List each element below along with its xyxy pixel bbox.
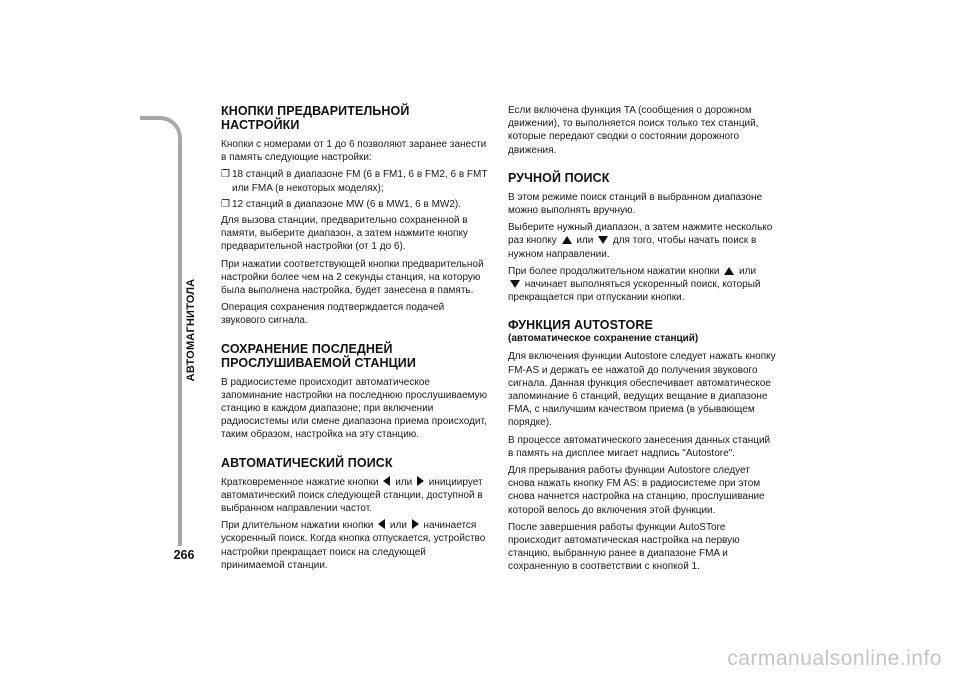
paragraph: Операция сохранения подтверждается подачей звукового сигнала. <box>221 302 445 327</box>
list-item-text: 12 станций в диапазоне MW (6 в MW1, 6 в MW2). <box>232 198 462 210</box>
margin-bar <box>140 116 182 546</box>
arrow-left-icon <box>383 476 390 486</box>
paragraph: При нажатии соответствующей кнопки предварительной настройки более чем на 2 секунды станция, на которую была выполнена настройка, будет занесена в память. <box>221 258 484 297</box>
paragraph: В процессе автоматического занесения данных станций в память на дисплее мигает надпись "Autostore". <box>508 434 771 459</box>
list-item <box>221 198 491 211</box>
arrow-up-icon <box>724 267 734 275</box>
arrow-right-icon <box>417 476 424 486</box>
heading-last-station: СОХРАНЕНИЕ ПОСЛЕДНЕЙ ПРОСЛУШИВАЕМОЙ СТАНЦИИ <box>221 341 416 370</box>
arrow-down-icon <box>598 236 608 244</box>
arrow-right-icon <box>412 519 419 529</box>
paragraph: При более продолжительном нажатии кнопки или начинает выполняться ускоренный поиск, который прекращается при отпускании кнопки. <box>508 265 761 304</box>
watermark: carmanualsonline.info <box>727 647 942 670</box>
paragraph: Для вызова станции, предварительно сохраненной в памяти, выберите диапазон, а затем нажмите кнопку предварительной настройки (от 1 до 6). <box>221 215 468 253</box>
heading-manual-search: РУЧНОЙ ПОИСК <box>508 170 610 185</box>
page-number: 266 <box>173 548 195 562</box>
checkbox-bullet-icon: ❐ <box>221 198 230 210</box>
paragraph: Для включения функции Autostore следует нажать кнопку FM-AS и держать ее нажатой до получения звукового сигнала. Данная функция обеспечивает автоматическое запоминание 6 станций, ведущих вещание в диапазоне FMA, с наилучшим качеством приема (в убывающем порядке). <box>508 351 776 429</box>
paragraph: Выберите нужный диапазон, а затем нажмите несколько раз кнопку или для того, чтобы начать поиск в нужном направлении. <box>508 222 773 260</box>
heading-autostore: ФУНКЦИЯ AUTOSTORE <box>508 318 653 333</box>
paragraph: Кнопки с номерами от 1 до 6 позволяют заранее занести в память следующие настройки: <box>221 139 487 164</box>
heading-preset-buttons: КНОПКИ ПРЕДВАРИТЕЛЬНОЙ НАСТРОЙКИ <box>221 104 410 132</box>
paragraph: Для прерывания работы функции Autostore следует снова нажать кнопку FM AS: в радиосистеме при этом снова начнется настройка на станцию, прослушивание которой велось до включения этой функции. <box>508 465 765 516</box>
arrow-down-icon <box>510 280 520 288</box>
paragraph: В этом режиме поиск станций в выбранном диапазоне можно выполнять вручную. <box>508 191 763 217</box>
section-side-label: АВТОМАГНИТОЛА <box>185 278 197 382</box>
paragraph: Кратковременное нажатие кнопки или инициирует автоматический поиск следующей станции, доступной в выбранном направлении частот. <box>221 476 483 515</box>
paragraph: При длительном нажатии кнопки или начинается ускоренный поиск. Когда кнопка отпускается, устройство настройки прекращает поиск на следующей принимаемой станции. <box>221 520 486 571</box>
checkbox-bullet-icon: ❐ <box>221 169 230 181</box>
right-column <box>508 104 778 578</box>
list-item <box>221 168 491 194</box>
paragraph: Если включена функция TA (сообщения о дорожном движении), то выполняется поиск только тех станций, которые передают сводки о состоянии дорожного движения. <box>508 105 759 156</box>
heading-auto-search: АВТОМАТИЧЕСКИЙ ПОИСК <box>221 455 393 470</box>
left-column <box>221 104 491 576</box>
list-item-text: 18 станций в диапазоне FM (6 в FM1, 6 в FM2, 6 в FMT или FMA (в некоторых моделях); <box>232 169 488 194</box>
arrow-up-icon <box>562 236 572 244</box>
paragraph: В радиосистеме происходит автоматическое запоминание настройки на последнюю прослушиваемую станцию в каждом диапазоне; при включении радиосистемы или смене диапазона приема происходит, таким образом, настройка на эту станцию. <box>221 376 488 441</box>
paragraph: После завершения работы функции AutoSTore происходит автоматическая настройка на первую станцию, выбранную ранее в диапазоне FMA и сохраненную в соответствии с кнопкой 1. <box>508 521 740 573</box>
subheading-autostore: (автоматическое сохранение станций) <box>508 333 699 345</box>
arrow-left-icon <box>378 519 385 529</box>
